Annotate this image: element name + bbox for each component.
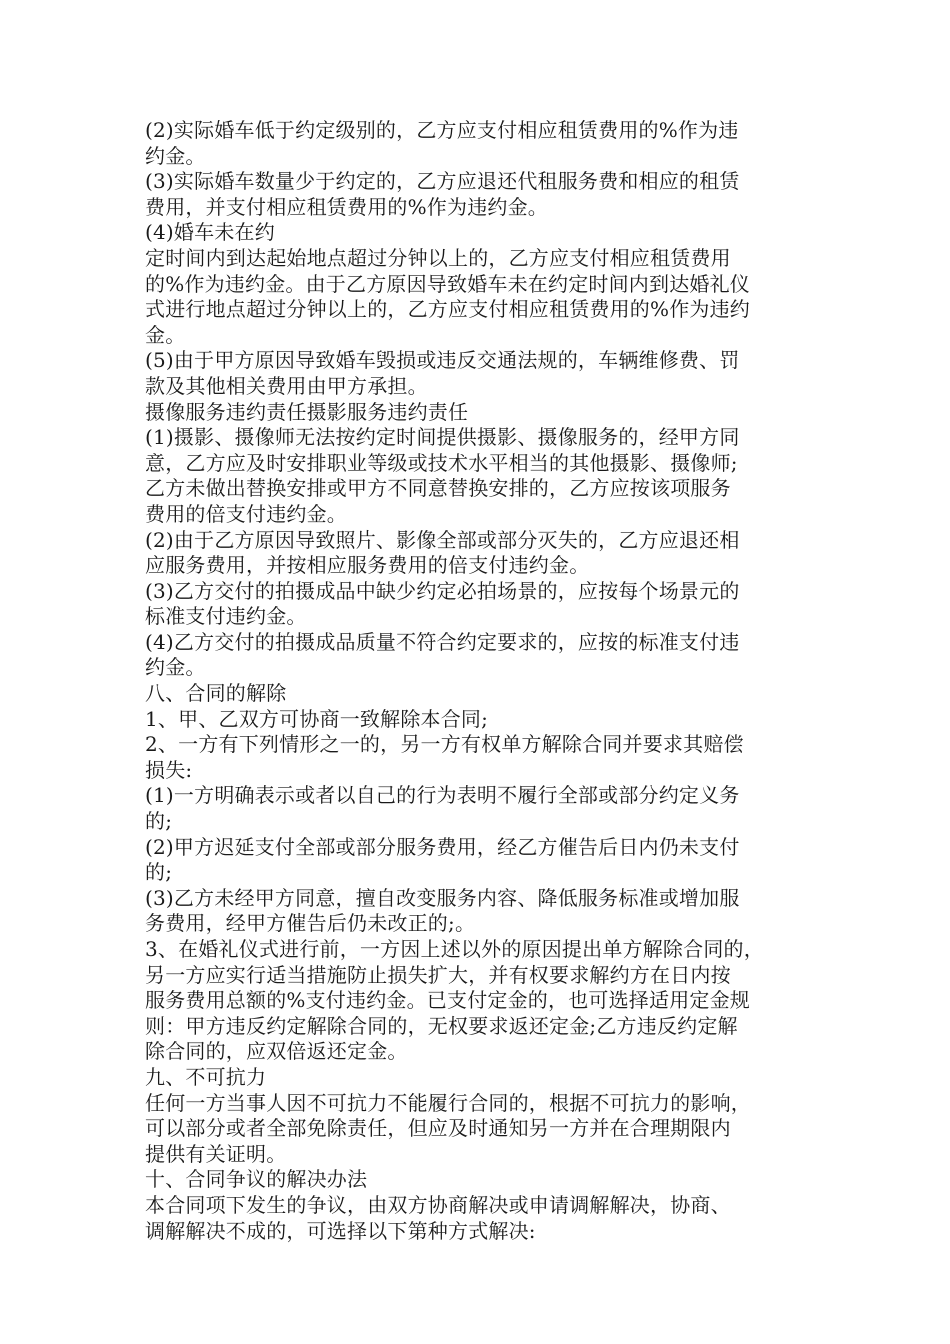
text-line: 金。 [145, 322, 186, 347]
text-line: 另一方应实行适当措施防止损失扩大，并有权要求解约方在日内按 [145, 962, 731, 987]
text-line: 定时间内到达起始地点超过分钟以上的，乙方应支付相应租赁费用 [145, 245, 731, 270]
text-line: (4)婚车未在约 [145, 220, 275, 245]
text-line: 乙方未做出替换安排或甲方不同意替换安排的，乙方应按该项服务 [145, 476, 731, 501]
text-line: (4)乙方交付的拍摄成品质量不符合约定要求的，应按的标准支付违 [145, 629, 740, 654]
text-line: 九、不可抗力 [145, 1064, 267, 1089]
text-line: (1)摄影、摄像师无法按约定时间提供摄影、摄像服务的，经甲方同 [145, 425, 740, 450]
text-line: (2)由于乙方原因导致照片、影像全部或部分灭失的，乙方应退还相 [145, 527, 740, 552]
text-line: (1)一方明确表示或者以自己的行为表明不履行全部或部分约定义务 [145, 783, 740, 808]
text-line: (3)乙方未经甲方同意，擅自改变服务内容、降低服务标准或增加服 [145, 885, 740, 910]
text-line: 摄像服务违约责任摄影服务违约责任 [145, 399, 469, 424]
text-line: 2、一方有下列情形之一的，另一方有权单方解除合同并要求其赔偿 [145, 732, 744, 757]
text-line: 提供有关证明。 [145, 1141, 287, 1166]
text-line: 的%作为违约金。由于乙方原因导致婚车未在约定时间内到达婚礼仪 [145, 271, 751, 296]
text-line: 3、在婚礼仪式进行前，一方因上述以外的原因提出单方解除合同的， [145, 937, 764, 961]
text-line: 调解解决不成的，可选择以下第种方式解决: [145, 1218, 536, 1243]
text-line: 十、合同争议的解决办法 [145, 1167, 368, 1192]
text-line: 应服务费用，并按相应服务费用的倍支付违约金。 [145, 553, 590, 578]
text-line: (2)甲方迟延支付全部或部分服务费用，经乙方催告后日内仍未支付 [145, 834, 740, 859]
text-line: 任何一方当事人因不可抗力不能履行合同的，根据不可抗力的影响， [145, 1090, 751, 1115]
document-body [145, 118, 815, 1244]
text-line: 服务费用总额的%支付违约金。已支付定金的，也可选择适用定金规 [145, 988, 751, 1013]
text-line: 式进行地点超过分钟以上的，乙方应支付相应租赁费用的%作为违约 [145, 297, 751, 322]
text-line: 可以部分或者全部免除责任，但应及时通知另一方并在合理期限内 [145, 1116, 731, 1141]
text-line: 则：甲方违反约定解除合同的，无权要求返还定金;乙方违反约定解 [145, 1013, 738, 1038]
text-line: 1、甲、乙双方可协商一致解除本合同; [145, 706, 489, 731]
text-line: 八、合同的解除 [145, 681, 287, 706]
text-line: 的; [145, 860, 173, 885]
text-line: 的; [145, 809, 173, 834]
text-line: 约金。 [145, 143, 206, 168]
text-line: 损失: [145, 757, 193, 782]
text-line: 务费用，经甲方催告后仍未改正的;。 [145, 911, 476, 936]
text-line: (3)乙方交付的拍摄成品中缺少约定必拍场景的，应按每个场景元的 [145, 578, 740, 603]
text-line: 款及其他相关费用由甲方承担。 [145, 373, 428, 398]
text-line: 约金。 [145, 655, 206, 680]
text-line: 费用的倍支付违约金。 [145, 501, 347, 526]
text-line: 费用，并支付相应租赁费用的%作为违约金。 [145, 194, 549, 219]
text-line: 除合同的，应双倍返还定金。 [145, 1039, 408, 1064]
text-line: (3)实际婚车数量少于约定的，乙方应退还代租服务费和相应的租赁 [145, 169, 740, 194]
text-line: (5)由于甲方原因导致婚车毁损或违反交通法规的，车辆维修费、罚 [145, 348, 740, 373]
text-line: 标准支付违约金。 [145, 604, 307, 629]
text-line: (2)实际婚车低于约定级别的，乙方应支付相应租赁费用的%作为违 [145, 118, 739, 142]
text-line: 本合同项下发生的争议，由双方协商解决或申请调解解决，协商、 [145, 1192, 731, 1217]
text-line: 意，乙方应及时安排职业等级或技术水平相当的其他摄影、摄像师; [145, 450, 738, 475]
